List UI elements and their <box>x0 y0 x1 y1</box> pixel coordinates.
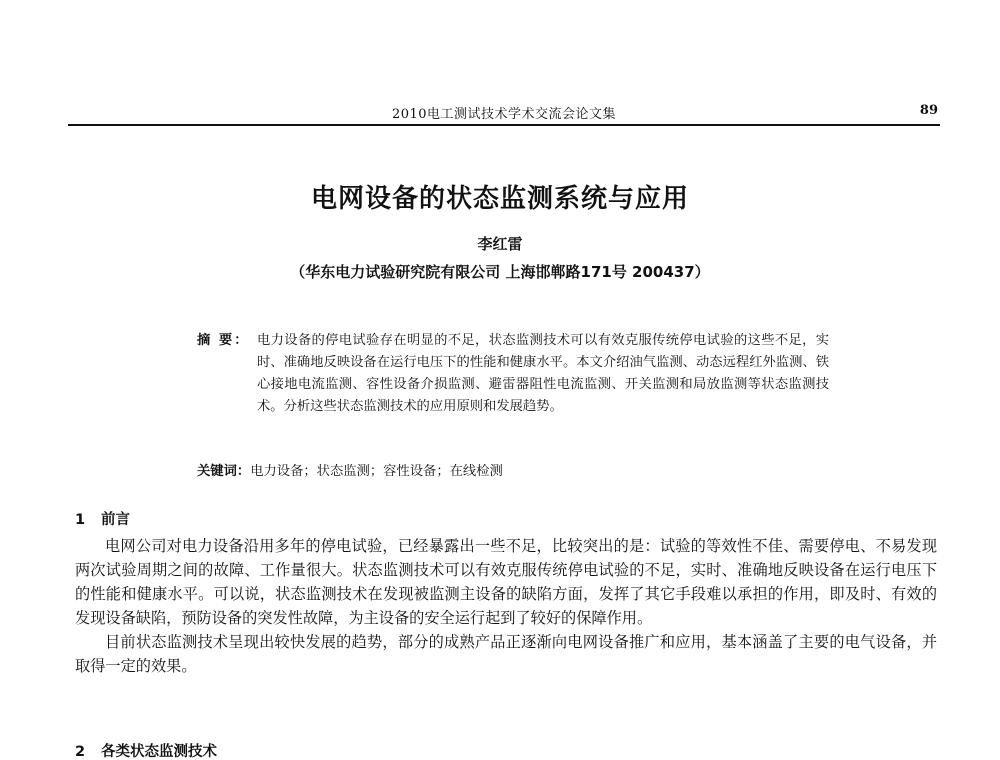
section-heading-2 <box>75 740 217 760</box>
paper-title: 电网设备的状态监测系统与应用 <box>310 184 689 214</box>
section-number: 1 <box>75 512 86 528</box>
section-title: 前言 <box>101 512 130 528</box>
paragraph: 电网公司对电力设备沿用多年的停电试验，已经暴露出一些不足，比较突出的是：试验的等效性不佳、需要停电、不易发现两次试验周期之间的故障、工作量很大。状态监测技术可以有效克服传统停电试验的不足，实时、准确地反映设备在运行电压下的性能和健康水平。可以说，状态监测技术在发现被监测主设备的缺陷方面，发挥了其它手段难以承担的作用，即及时、有效的发现设备缺陷，预防设备的突发性故障，为主设备的安全运行起到了较好的保障作用。 <box>75 537 937 627</box>
keywords <box>197 461 829 483</box>
running-header <box>68 103 940 123</box>
journal-title: 2010电工测试技术学术交流会论文集 <box>391 107 617 122</box>
keywords-label: 关键词： <box>197 464 251 479</box>
abstract-text: 电力设备的停电试验存在明显的不足，状态监测技术可以有效克服传统停电试验的这些不足，实时、准确地反映设备在运行电压下的性能和健康水平。本文介绍油气监测、动态远程红外监测、铁心接地电流监测、容性设备介损监测、避雷器阻性电流监测、开关监测和局放监测等状态监测技术。分析这些状态监测技术的应用原则和发展趋势。 <box>257 333 829 414</box>
page-number: 89 <box>919 103 938 118</box>
author-name: 李红雷 <box>477 235 523 253</box>
abstract <box>197 330 829 418</box>
section-title: 各类状态监测技术 <box>101 744 217 760</box>
paragraph: 目前状态监测技术呈现出较快发展的趋势，部分的成熟产品正逐渐向电网设备推广和应用，基本涵盖了主要的电气设备，并取得一定的效果。 <box>75 633 937 675</box>
section-1-body <box>75 534 937 678</box>
header-rule <box>68 124 940 126</box>
keywords-text: 电力设备；状态监测；容性设备；在线检测 <box>250 464 503 479</box>
section-number: 2 <box>75 744 86 760</box>
section-heading-1 <box>75 508 130 529</box>
author-affiliation: （华东电力试验研究院有限公司 上海邯郸路171号 200437） <box>290 263 710 281</box>
abstract-label: 摘 要： <box>197 333 250 348</box>
